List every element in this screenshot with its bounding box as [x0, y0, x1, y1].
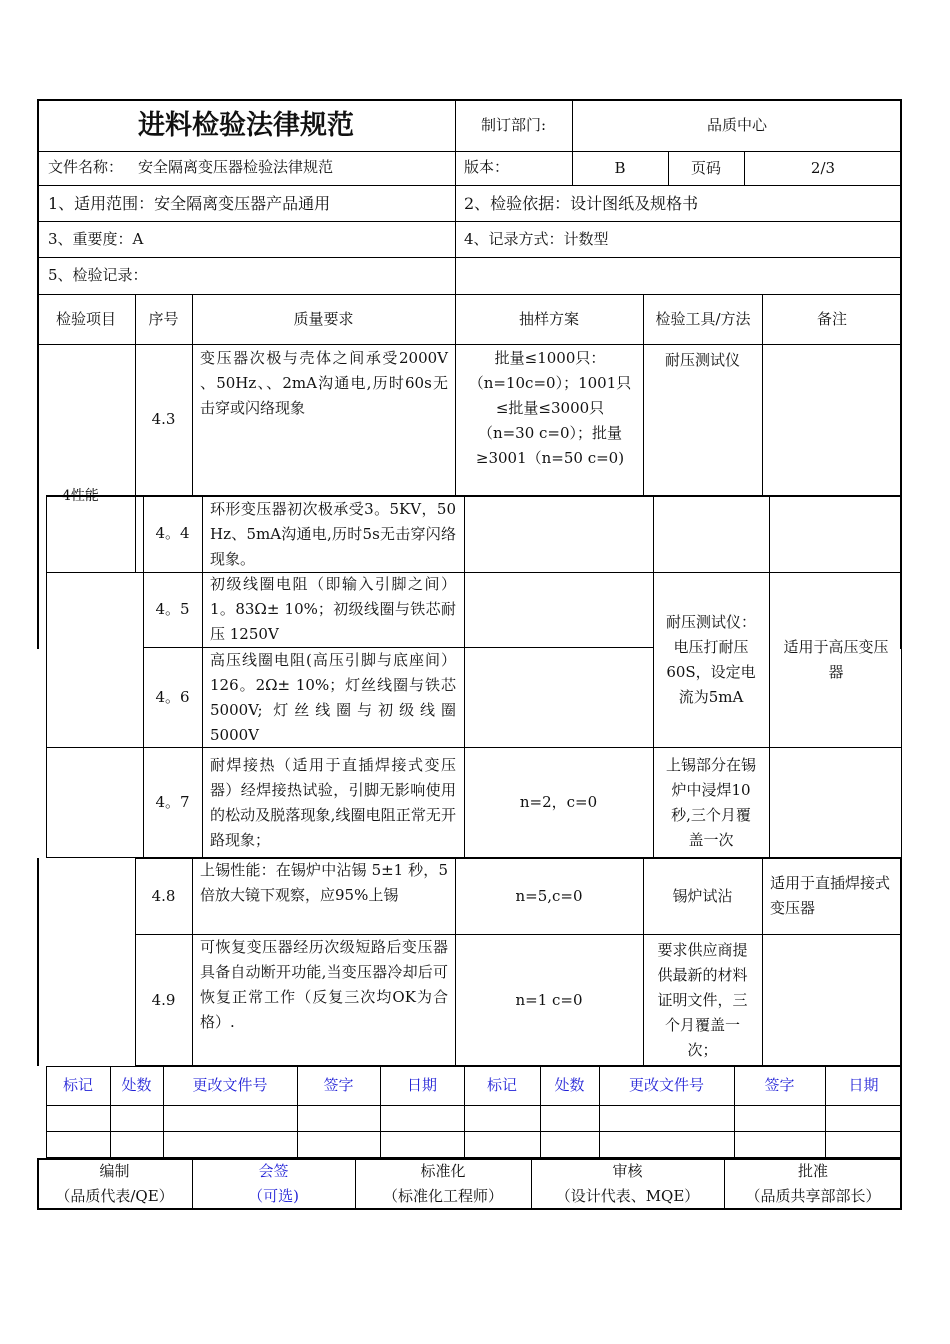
divider	[202, 495, 203, 858]
revision-doc-header: 更改文件号	[628, 1076, 704, 1094]
seq-4-6: 4。6	[155, 687, 190, 706]
requirement-4-7: 耐焊接热（适用于直插焊接式变压器）经焊接热试验，引脚无影响使用的松动及脱落现象,线圈电阻正常无开路现象；	[210, 756, 456, 849]
requirement-4-5: 初级线圈电阻（即输入引脚之间） 1。83Ω± 10%；初级线圈与铁芯耐压 1250V	[210, 575, 456, 643]
tool-4-7: 上锡部分在锡炉中浸焊10秒,三个月覆盖一次	[665, 755, 756, 849]
seq-4-5: 4。5	[155, 600, 190, 618]
col-header-remark: 备注	[816, 309, 847, 328]
divider	[37, 257, 902, 258]
revision-doc-header: 更改文件号	[192, 1076, 268, 1094]
file-name-label: 文件名称：	[48, 158, 124, 176]
signoff-cosign-sub: （可选)	[248, 1187, 299, 1205]
tool-4-9: 要求供应商提供最新的材料证明文件，三个月覆盖一次；	[657, 941, 748, 1059]
requirement-4-8: 上锡性能：在锡炉中沾锡 5±1 秒，5倍放大镜下观察，应95%上锡	[200, 861, 448, 904]
dept-value: 品质中心	[706, 115, 767, 134]
record-text: 5、检验记录：	[48, 266, 148, 284]
page-label: 页码	[690, 158, 721, 177]
tool-4-8: 锡炉试沾	[672, 886, 733, 905]
divider	[762, 858, 763, 1066]
divider	[643, 294, 644, 495]
importance-text: 3、重要度：A	[48, 230, 144, 248]
tool-4-5-4-6: 耐压测试仪：电压打耐压60S，设定电流为5mA	[665, 612, 756, 706]
col-header-item: 检验项目	[55, 309, 116, 328]
divider	[46, 1131, 902, 1132]
record-method-text: 4、记录方式：计数型	[464, 230, 609, 248]
col-header-sampling: 抽样方案	[518, 309, 579, 328]
file-name-value: 安全隔离变压器检验法律规范	[138, 158, 334, 176]
divider	[135, 495, 136, 572]
seq-4-9: 4.9	[151, 990, 176, 1009]
sampling-4-3: 批量≤1000只：（n=10c=0）；1001只≤批量≤3000只（n=30 c=0）；批量≥3001（n=50 c=0)	[468, 349, 632, 467]
divider	[769, 495, 770, 858]
signoff-std-label: 标准化	[420, 1162, 466, 1180]
page-title: 进料检验法律规范	[138, 109, 354, 141]
signoff-std-sub: （标准化工程师）	[382, 1187, 503, 1205]
signoff-review-label: 审核	[612, 1162, 643, 1180]
signoff-prep-sub: （品质代表/QE）	[55, 1187, 174, 1205]
divider	[653, 495, 654, 858]
scope-text: 1、适用范围：安全隔离变压器产品通用	[48, 194, 331, 213]
version-value: B	[614, 158, 626, 177]
requirement-4-3: 变压器次极与壳体之间承受2000V 、50Hz、、2mA沟通电,历时60s无击穿或闪络现象	[200, 349, 448, 417]
col-header-tool: 检验工具/方法	[655, 309, 751, 328]
divider	[37, 221, 902, 222]
signoff-prep	[37, 1159, 192, 1209]
category-performance: 4性能	[62, 488, 99, 504]
revision-date-header: 日期	[406, 1076, 437, 1094]
requirement-4-4: 环形变压器初次极承受3。5KV，50 Hz、5mA沟通电,历时5s无击穿闪络现象。	[210, 500, 456, 568]
requirement-4-9: 可恢复变压器经历次级短路后变压器具备自动断开功能,当变压器冷却后可恢复正常工作（反复三次均OK为合格）.	[200, 938, 448, 1031]
version-label: 版本：	[464, 158, 510, 176]
page-value: 2/3	[810, 158, 836, 177]
signoff-review	[531, 1159, 724, 1209]
signoff-approve	[724, 1159, 902, 1209]
divider	[37, 185, 902, 186]
seq-4-4: 4。4	[155, 524, 190, 542]
basis-text: 2、检验依据：设计图纸及规格书	[464, 194, 699, 213]
seq-4-3: 4.3	[151, 410, 176, 428]
signoff-cosign-label: 会签	[258, 1162, 289, 1180]
signoff-approve-sub: （品质共享部部长）	[745, 1187, 881, 1205]
revision-date-header: 日期	[848, 1076, 879, 1094]
tool-4-3: 耐压测试仪	[664, 351, 740, 369]
revision-count-header: 处数	[121, 1076, 152, 1094]
divider	[46, 1105, 902, 1106]
divider	[37, 495, 39, 649]
signoff-prep-label: 编制	[99, 1162, 130, 1180]
sampling-4-9: n=1 c=0	[515, 990, 583, 1009]
col-header-requirement: 质量要求	[293, 309, 354, 328]
remark-4-8: 适用于直插焊接式变压器	[770, 874, 891, 917]
dept-label: 制订部门:	[480, 115, 547, 134]
requirement-4-6: 高压线圈电阻(高压引脚与底座间） 126。2Ω± 10%；灯丝线圈与铁芯 5000V; 灯丝线圈与初级线圈 5000V	[210, 651, 456, 744]
signoff-std	[355, 1159, 531, 1209]
signoff-review-sub: （设计代表、MQE）	[555, 1187, 700, 1205]
sampling-4-8: n=5,c=0	[515, 886, 583, 905]
seq-4-7: 4。7	[155, 793, 190, 811]
signoff-cosign	[192, 1159, 355, 1209]
seq-4-8: 4.8	[151, 886, 176, 905]
revision-mark-header: 标记	[486, 1076, 517, 1094]
revision-count-header: 处数	[554, 1076, 585, 1094]
signoff-approve-label: 批准	[797, 1162, 828, 1180]
revision-sign-header: 签字	[764, 1076, 795, 1094]
revision-sign-header: 签字	[323, 1076, 354, 1094]
col-header-seq: 序号	[148, 309, 179, 328]
revision-mark-header: 标记	[62, 1076, 93, 1094]
remark-4-5-4-6: 适用于高压变压器	[783, 637, 889, 681]
divider	[37, 858, 39, 1066]
divider	[192, 858, 193, 1066]
sampling-4-7: n=2，c=0	[519, 793, 598, 811]
